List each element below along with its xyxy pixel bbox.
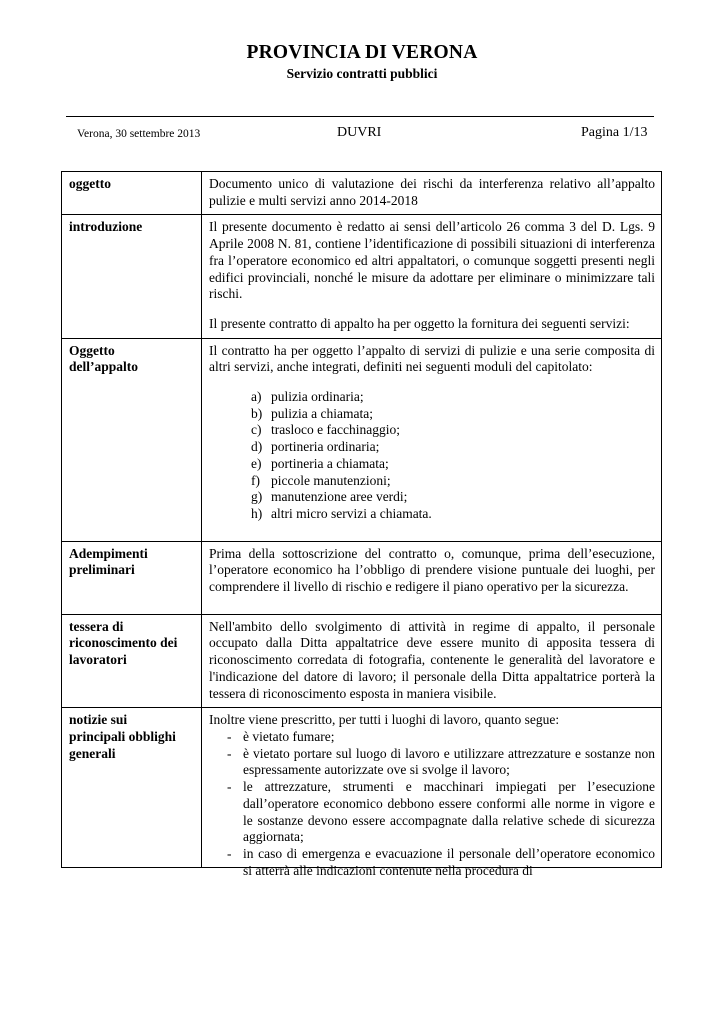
list-item-text: piccole manutenzioni; (271, 472, 391, 488)
list-item (209, 489, 655, 506)
list-item (209, 456, 655, 473)
list-marker: - (227, 728, 232, 744)
row-value-tessera (202, 614, 662, 708)
list-marker: h) (251, 505, 263, 521)
row-label-line: riconoscimento dei (69, 635, 178, 651)
list-marker: c) (251, 422, 262, 438)
paragraph: Prima della sottoscrizione del contratto o, comunque, prima dell’esecuzione, l’operatore economico ha l’obbligo di prendere visione puntuale dei luoghi, per comprendere il livello di rischio e redigere il piano operativo per la sicurezza. (209, 545, 655, 595)
list-marker: a) (251, 389, 262, 405)
row-value-notizie (202, 708, 662, 878)
row-label-line: dell’appalto (69, 359, 139, 375)
list-marker: b) (251, 405, 263, 421)
list-item-text: in caso di emergenza e evacuazione il personale dell’operatore economico si atterrà alle indicazioni contenute nella procedura di (243, 845, 655, 878)
row-label-line: principali obblighi (69, 728, 176, 744)
page-title: PROVINCIA DI VERONA (246, 42, 478, 63)
obligations-list (209, 729, 655, 879)
list-item (209, 422, 655, 439)
list-item (209, 506, 655, 523)
row-value-oggetto (202, 172, 662, 215)
paragraph: Il presente contratto di appalto ha per oggetto la fornitura dei seguenti servizi: (209, 315, 630, 331)
list-marker: - (227, 745, 232, 761)
list-item (209, 406, 655, 423)
row-label-tessera (62, 614, 202, 708)
table-row (62, 708, 662, 868)
list-item-text: è vietato fumare; (243, 728, 335, 744)
paragraph: Nell'ambito dello svolgimento di attività in regime di appalto, il personale occupato dalla Ditta appaltatrice deve essere munito di apposita tessera di riconoscimento corredata di fotografia, contenente le generalità del lavoratore e l'indicazione del datore di lavoro; il personale della Ditta appaltatrice porterà la tessera di riconoscimento esposta in maniera visibile. (209, 618, 655, 701)
list-item-text: pulizia a chiamata; (271, 405, 373, 421)
list-item-text: portineria a chiamata; (271, 455, 389, 471)
row-value-introduzione (202, 215, 662, 338)
row-label-introduzione (62, 215, 202, 338)
row-label-line: tessera di (69, 618, 124, 634)
header-divider (66, 116, 654, 117)
list-item (209, 389, 655, 406)
row-value-oggetto-appalto (202, 338, 662, 541)
list-marker: d) (251, 439, 263, 455)
row-label-line: Adempimenti (69, 545, 148, 561)
list-item-text: trasloco e facchinaggio; (271, 422, 400, 438)
list-marker: - (227, 779, 232, 795)
paragraph: Il contratto ha per oggetto l’appalto di servizi di pulizie e una serie composita di altri servizi, anche integrati, definiti nei seguenti moduli del capitolato: (209, 342, 655, 375)
list-item (209, 846, 655, 879)
table-row (62, 338, 662, 541)
row-value-adempimenti (202, 541, 662, 614)
row-label-line: generali (69, 745, 116, 761)
row-label-line: notizie sui (69, 712, 128, 728)
list-item-text: altri micro servizi a chiamata. (271, 505, 432, 521)
row-label-line: preliminari (69, 562, 135, 578)
table-row (62, 172, 662, 215)
row-label-line: lavoratori (69, 652, 127, 668)
list-marker: g) (251, 489, 263, 505)
list-item-text: è vietato portare sul luogo di lavoro e utilizzare attrezzature e sostanze non espressamente autorizzate ove si svolge il lavoro; (243, 745, 655, 778)
paragraph: Il presente documento è redatto ai sensi dell’articolo 26 comma 3 del D. Lgs. 9 Aprile 2008 N. 81, contiene l’identificazione di possibili situazioni di interferenza fra l’operatore economico ed altri appaltatori, o comunque soggetti presenti negli edifici provinciali, nonché le misure da adottare per eliminare o minimizzare tali rischi. (209, 219, 655, 302)
list-item-text: portineria ordinaria; (271, 439, 380, 455)
list-marker: f) (251, 472, 260, 488)
list-item (209, 746, 655, 779)
list-marker: e) (251, 455, 262, 471)
table-row (62, 541, 662, 614)
table-row (62, 614, 662, 708)
list-item (209, 729, 655, 746)
list-item (209, 439, 655, 456)
document-date: Verona, 30 settembre 2013 (77, 128, 201, 140)
row-label-text: introduzione (69, 219, 143, 235)
paragraph: Inoltre viene prescritto, per tutti i luoghi di lavoro, quanto segue: (209, 712, 560, 728)
page-subtitle: Servizio contratti pubblici (286, 66, 438, 81)
row-label-notizie (62, 708, 202, 868)
row-label-text: oggetto (69, 176, 111, 191)
table-row (62, 215, 662, 338)
row-label-oggetto (62, 172, 202, 215)
duvri-table (61, 171, 662, 878)
document-code: DUVRI (337, 125, 382, 140)
list-item-text: manutenzione aree verdi; (271, 489, 408, 505)
row-value-text: Documento unico di valutazione dei rischi da interferenza relativo all’appalto pulizie e multi servizi anno 2014-2018 (209, 176, 655, 208)
row-label-oggetto-appalto (62, 338, 202, 541)
list-item (209, 779, 655, 846)
service-list (209, 389, 655, 523)
list-item-text: le attrezzature, strumenti e macchinari impiegati per l’esecuzione dall’operatore economico debbono essere conformi alle norme in vigore e le sostanze devono essere accompagnate dalla relative schede di sicurezza aggiornata; (243, 779, 655, 845)
list-marker: - (227, 845, 232, 861)
page-number: Pagina 1/13 (581, 125, 648, 140)
row-label-line: Oggetto (69, 342, 115, 358)
list-item (209, 473, 655, 490)
row-label-adempimenti (62, 541, 202, 614)
list-item-text: pulizia ordinaria; (271, 389, 364, 405)
